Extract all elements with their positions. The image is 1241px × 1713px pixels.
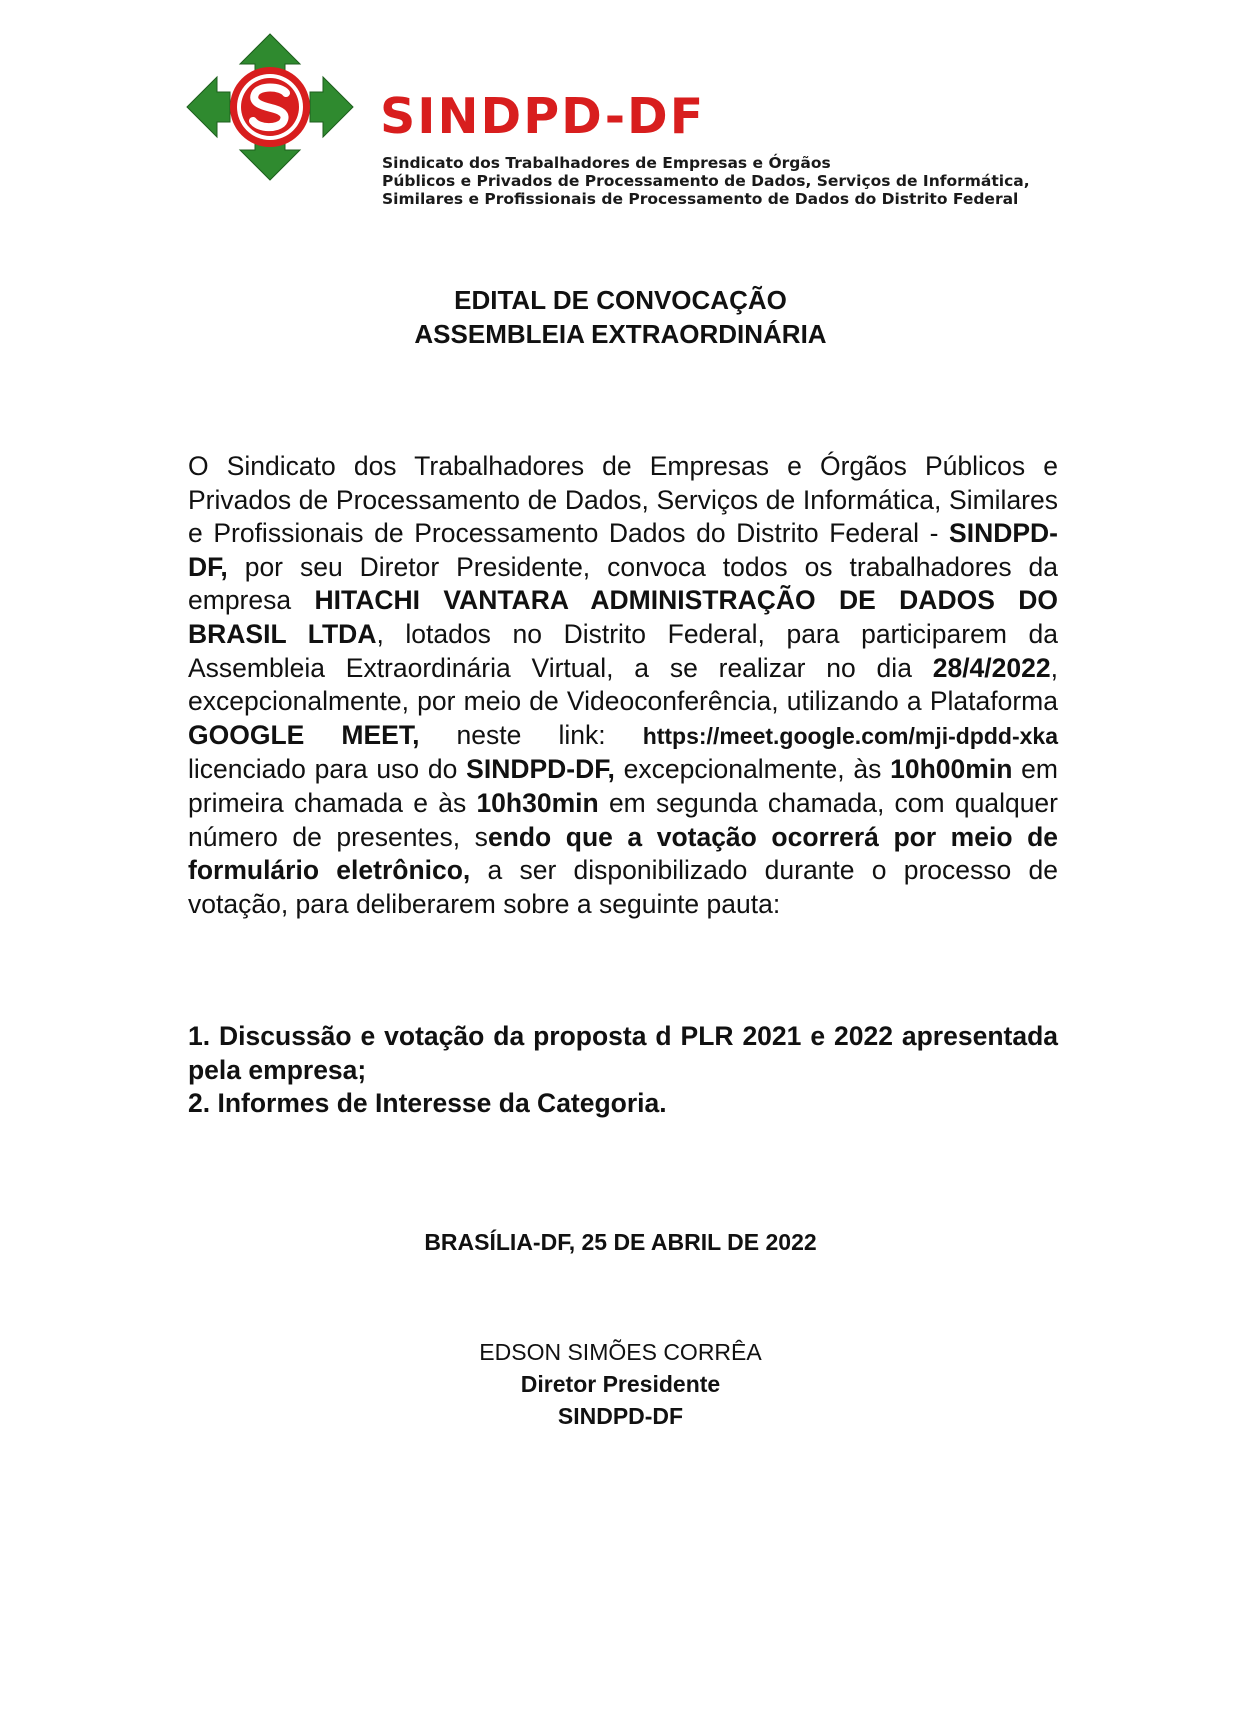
signatory-role: Diretor Presidente <box>520 1371 721 1397</box>
signatory-org: SINDPD-DF <box>557 1403 684 1429</box>
body-text: , excepcionalmente, por meio de Videoconferência, utilizando a Plataforma <box>188 652 1058 717</box>
agenda-item: 2. Informes de Interesse da Categoria. <box>188 1088 667 1119</box>
letterhead <box>185 32 1185 208</box>
body-text: neste link: <box>419 719 643 750</box>
place-and-date: BRASÍLIA-DF, 25 DE ABRIL DE 2022 <box>424 1229 817 1255</box>
voting-method: endo que a votação ocorrerá por meio de formulário eletrônico, <box>188 821 1058 886</box>
title-line-2: ASSEMBLEIA EXTRAORDINÁRIA <box>414 319 827 349</box>
body-text: a ser disponibilizado durante o processo de votação, para deliberarem sobre a seguinte pauta: <box>188 855 1058 919</box>
document-title <box>0 283 1241 351</box>
first-call-time: 10h00min <box>890 754 1013 785</box>
org-bold: SINDPD-DF, <box>466 754 615 785</box>
body-text: por seu Diretor Presidente, convoca todos os trabalhadores da empresa <box>188 551 1058 616</box>
body-text: em segunda chamada, com qualquer número de presentes, s <box>188 787 1058 852</box>
org-full-line: Públicos e Privados de Processamento de Dados, Serviços de Informática, <box>382 172 1030 190</box>
title-line-1: EDITAL DE CONVOCAÇÃO <box>454 285 787 315</box>
org-full-line: Similares e Profissionais de Processamento de Dados do Distrito Federal <box>382 190 1019 208</box>
org-full-name <box>382 154 1182 208</box>
agenda-list <box>188 1020 1058 1121</box>
org-bold: SINDPD-DF, <box>188 518 1058 582</box>
sindpd-df-logo <box>185 32 355 182</box>
meeting-link[interactable]: https://meet.google.com/mji-dpdd-xka <box>642 722 1058 749</box>
signatory-name: EDSON SIMÕES CORRÊA <box>479 1339 762 1365</box>
second-call-time: 10h30min <box>476 787 599 818</box>
platform-name: GOOGLE MEET, <box>188 719 420 750</box>
agenda-item: 1. Discussão e votação da proposta d PLR 2021 e 2022 apresentada pela empresa; <box>188 1021 1058 1085</box>
body-text: em primeira chamada e às <box>188 754 1058 818</box>
org-acronym: SINDPD-DF <box>380 88 706 145</box>
body-text: excepcionalmente, às <box>614 754 891 785</box>
body-text: licenciado para uso do <box>188 754 467 785</box>
org-full-line: Sindicato dos Trabalhadores de Empresas e Órgãos <box>382 154 831 172</box>
meeting-date: 28/4/2022 <box>932 652 1051 683</box>
convocation-paragraph <box>188 450 1058 921</box>
body-text: O Sindicato dos Trabalhadores de Empresas e Órgãos Públicos e Privados de Processamento de Dados, Serviços de Informática, Similares e Profissionais de Processamento Dados do Distrito Federal - <box>188 451 1058 549</box>
body-text: , lotados no Distrito Federal, para participarem da Assembleia Extraordinária Virtual, a se realizar no dia <box>188 618 1058 683</box>
company-name: HITACHI VANTARA ADMINISTRAÇÃO DE DADOS DO BRASIL LTDA <box>188 585 1058 649</box>
signature-block <box>0 1336 1241 1432</box>
